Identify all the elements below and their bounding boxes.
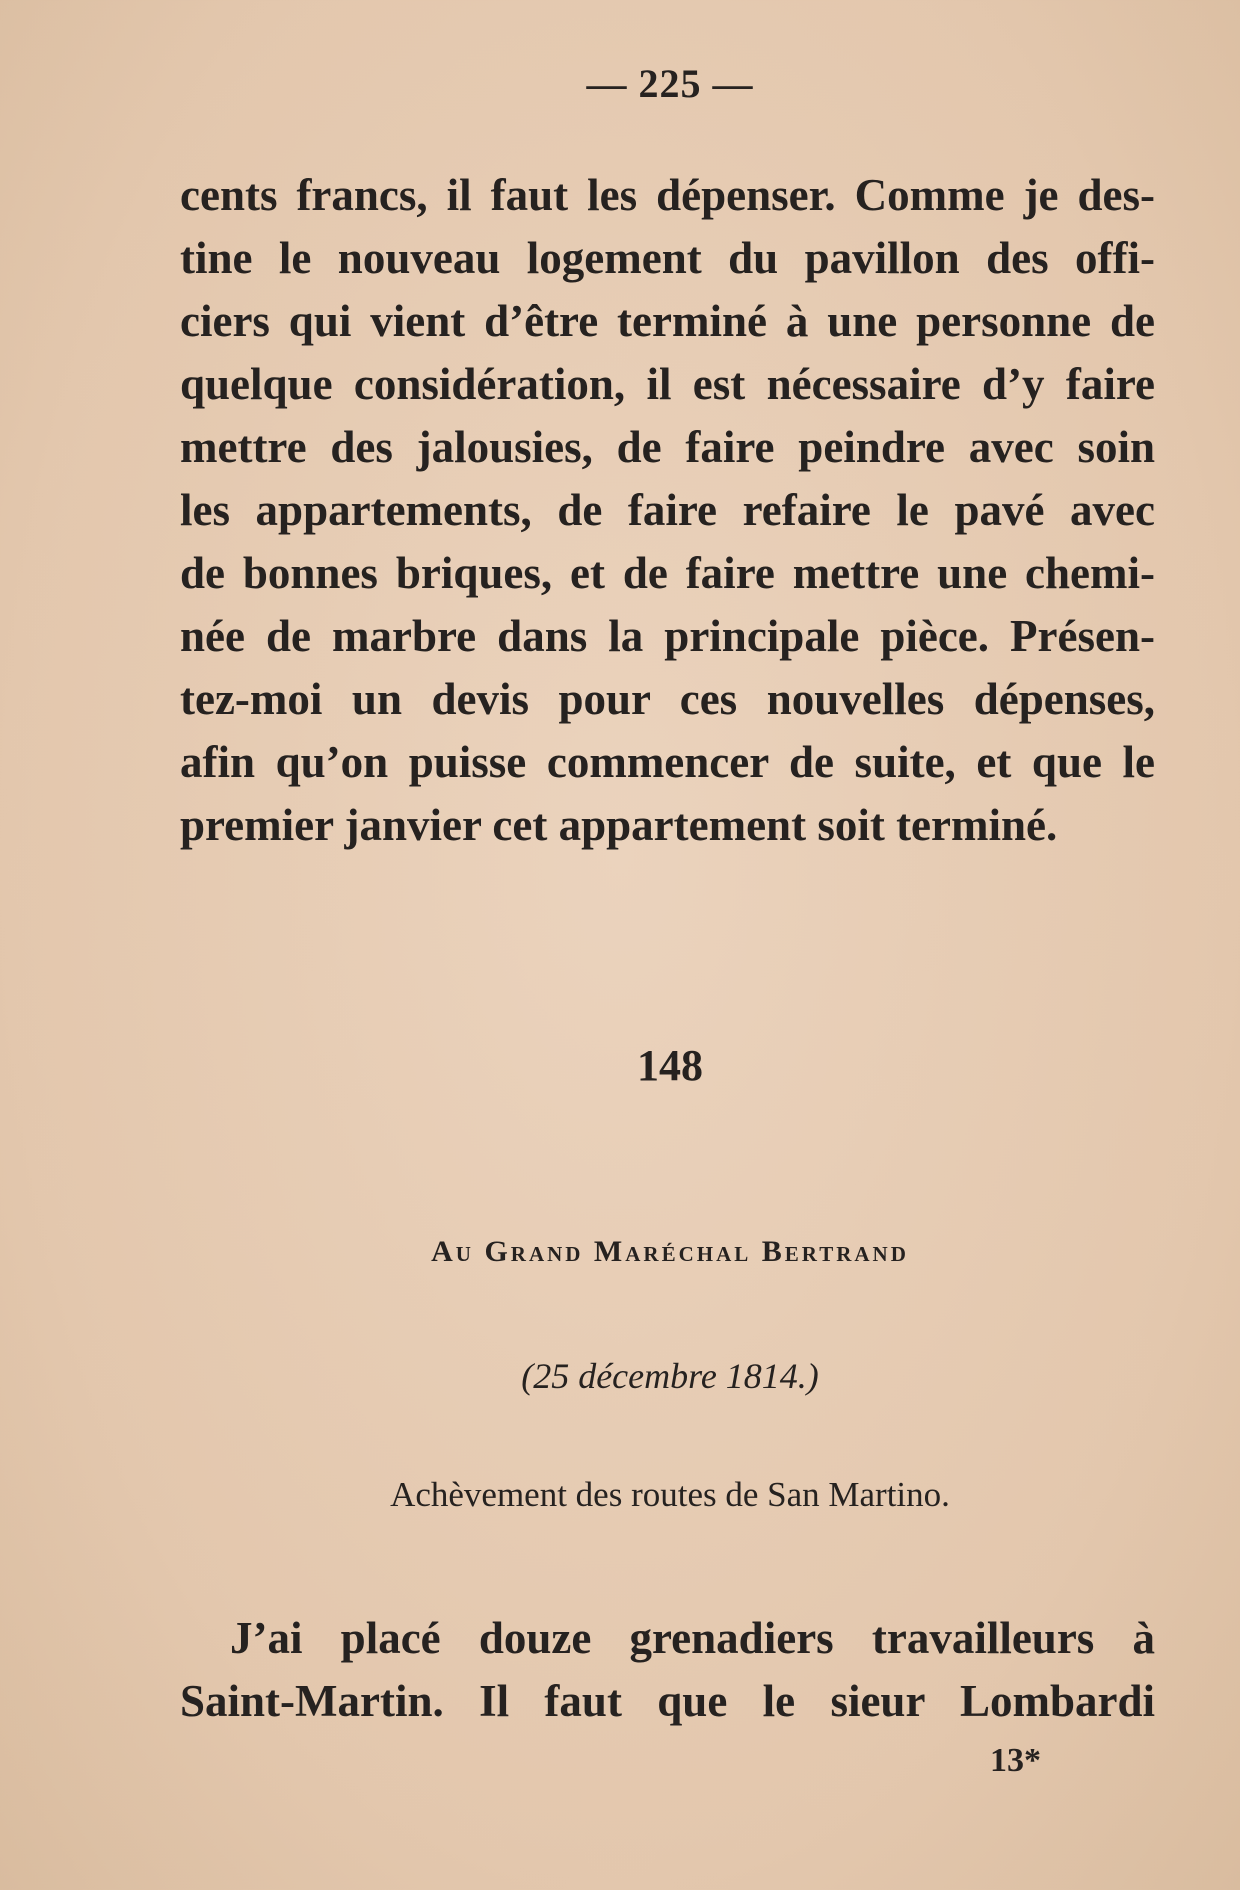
body-line: tine le nouveau logement du pavillon des offi- bbox=[180, 233, 1155, 283]
signature-mark: 13* bbox=[990, 1742, 1041, 1779]
page-number: — 225 — bbox=[586, 61, 754, 106]
body-line: cents francs, il faut les dépenser. Comme je des- bbox=[180, 170, 1155, 220]
body-line: afin qu’on puisse commencer de suite, et que le bbox=[180, 737, 1155, 787]
letter-recipient: Au Grand Maréchal Bertrand bbox=[431, 1235, 909, 1268]
letter-number: 148 bbox=[637, 1041, 703, 1090]
body-line: ciers qui vient d’être terminé à une personne de bbox=[180, 296, 1155, 346]
letter-line: J’ai placé douze grenadiers travailleurs à bbox=[230, 1613, 1155, 1663]
body-line: premier janvier cet appartement soit terminé. bbox=[180, 800, 1058, 850]
body-line: quelque considération, il est nécessaire d’y faire bbox=[180, 359, 1155, 409]
letter-date: (25 décembre 1814.) bbox=[521, 1356, 819, 1396]
letter-line: Saint-Martin. Il faut que le sieur Lombardi bbox=[180, 1676, 1155, 1726]
body-line: de bonnes briques, et de faire mettre une chemi- bbox=[180, 548, 1155, 598]
body-line: les appartements, de faire refaire le pavé avec bbox=[180, 485, 1155, 535]
letter-subject: Achèvement des routes de San Martino. bbox=[390, 1475, 950, 1514]
body-line: née de marbre dans la principale pièce. Présen- bbox=[180, 611, 1155, 661]
body-line: tez-moi un devis pour ces nouvelles dépenses, bbox=[180, 674, 1155, 724]
body-line: mettre des jalousies, de faire peindre avec soin bbox=[180, 422, 1155, 472]
